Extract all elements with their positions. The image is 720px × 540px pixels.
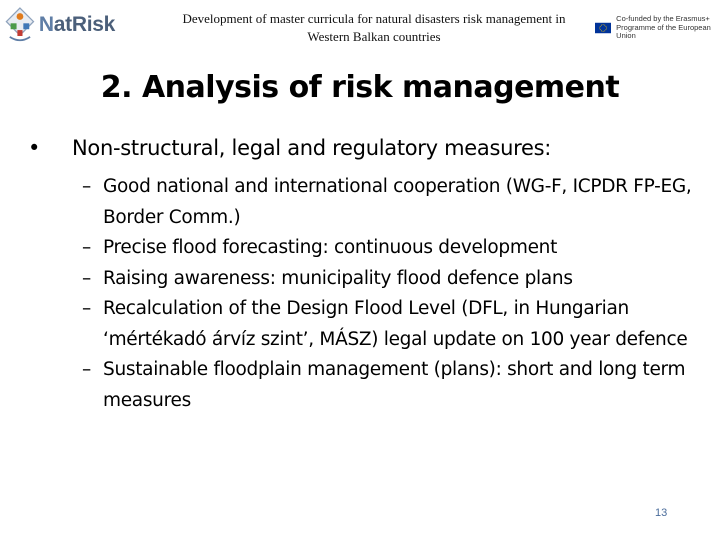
sub-bullet-list: [82, 172, 712, 416]
eu-flag-icon: [595, 17, 611, 39]
main-bullet-text: Non-structural, legal and regulatory measures:: [72, 136, 552, 160]
list-item: – Sustainable floodplain management (plans): short and long term measures: [82, 355, 712, 416]
list-item: – Recalculation of the Design Flood Level (DFL, in Hungarian ‘mértékadó árvíz szint’, MÁSZ) legal update on 100 year defence: [82, 294, 712, 355]
bullet-dot-icon: •: [28, 136, 41, 160]
dash-icon: –: [82, 176, 91, 197]
list-item: – Raising awareness: municipality flood defence plans: [82, 264, 712, 295]
header-caption: Development of master curricula for natural disasters risk management in Western Balkan countries: [182, 11, 566, 44]
logo-wordmark: NatRisk: [38, 13, 115, 36]
dash-icon: –: [82, 267, 91, 289]
eu-cofunding-logo: [595, 16, 717, 40]
dash-icon: –: [82, 298, 91, 319]
natrisk-logo: [3, 3, 115, 47]
eu-funding-text: Co-funded by the Erasmus+ Programme of the European Union: [616, 14, 711, 41]
page-number: 13: [655, 507, 668, 519]
list-item: – Good national and international cooperation (WG-F, ICPDR FP-EG, Border Comm.): [82, 172, 712, 233]
dash-icon: –: [82, 237, 91, 258]
dash-icon: –: [82, 359, 91, 380]
slide-title: 2. Analysis of risk management: [100, 70, 620, 105]
list-item: – Precise flood forecasting: continuous development: [82, 233, 712, 264]
natrisk-logo-icon: [3, 3, 37, 47]
